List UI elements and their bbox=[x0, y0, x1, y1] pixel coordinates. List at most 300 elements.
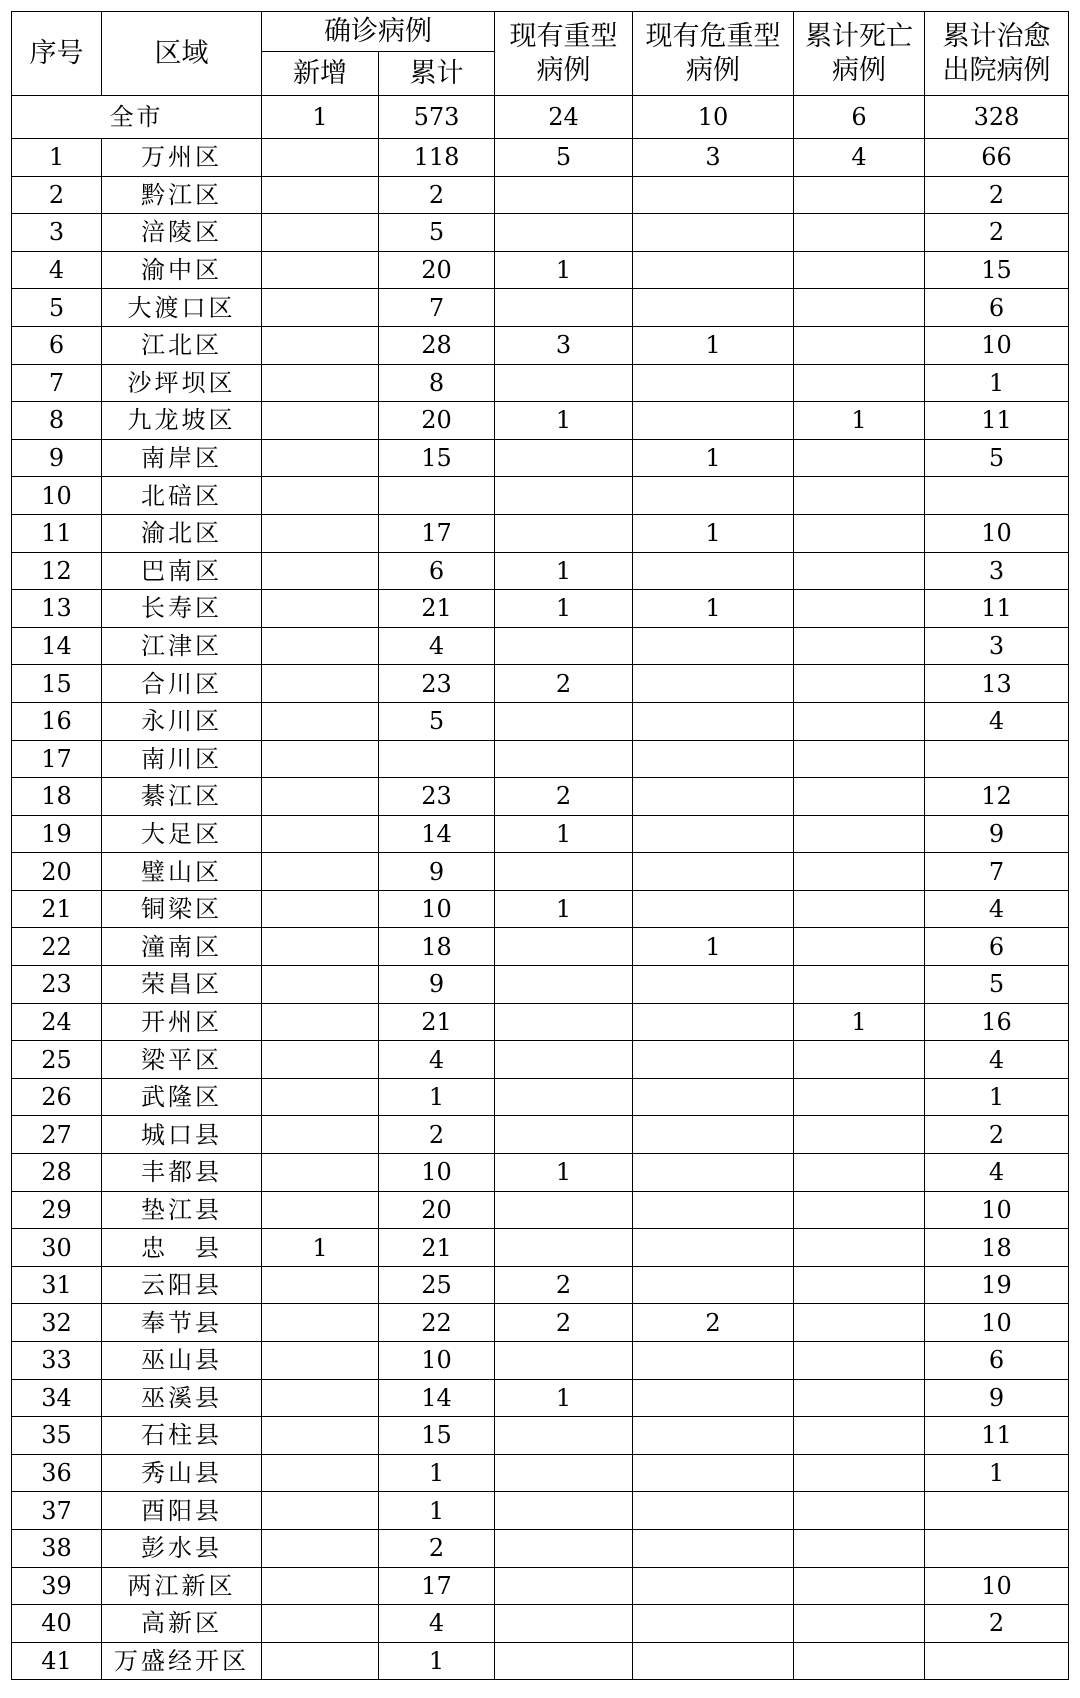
row-critical bbox=[633, 1605, 794, 1643]
row-cured bbox=[925, 1492, 1069, 1530]
row-cumulative: 2 bbox=[379, 1529, 495, 1567]
table-row bbox=[12, 1529, 1069, 1567]
row-cured: 1 bbox=[925, 364, 1069, 402]
row-number: 25 bbox=[12, 1041, 102, 1079]
row-severe: 1 bbox=[495, 1154, 633, 1192]
table-body bbox=[12, 96, 1069, 1680]
row-deaths bbox=[794, 627, 925, 665]
row-cured: 11 bbox=[925, 1417, 1069, 1455]
row-new bbox=[262, 1642, 379, 1680]
row-cumulative: 10 bbox=[379, 1342, 495, 1380]
row-cumulative: 8 bbox=[379, 364, 495, 402]
row-cured: 11 bbox=[925, 402, 1069, 440]
row-critical bbox=[633, 402, 794, 440]
row-critical bbox=[633, 176, 794, 214]
row-new bbox=[262, 627, 379, 665]
row-deaths bbox=[794, 890, 925, 928]
row-new bbox=[262, 214, 379, 252]
row-critical bbox=[633, 966, 794, 1004]
row-severe bbox=[495, 1342, 633, 1380]
row-cured: 2 bbox=[925, 214, 1069, 252]
row-cured: 4 bbox=[925, 1154, 1069, 1192]
row-number: 13 bbox=[12, 590, 102, 628]
row-new bbox=[262, 289, 379, 327]
row-cumulative bbox=[379, 477, 495, 515]
row-region: 云阳县 bbox=[102, 1266, 262, 1304]
row-cured bbox=[925, 1529, 1069, 1567]
row-region: 石柱县 bbox=[102, 1417, 262, 1455]
row-deaths: 4 bbox=[794, 139, 925, 177]
table-row bbox=[12, 1342, 1069, 1380]
row-deaths bbox=[794, 289, 925, 327]
row-deaths bbox=[794, 439, 925, 477]
header-cured bbox=[925, 12, 1069, 96]
row-severe: 2 bbox=[495, 1266, 633, 1304]
row-deaths bbox=[794, 1191, 925, 1229]
row-cumulative: 22 bbox=[379, 1304, 495, 1342]
row-cumulative: 1 bbox=[379, 1492, 495, 1530]
row-deaths bbox=[794, 1154, 925, 1192]
row-severe bbox=[495, 1229, 633, 1267]
row-new bbox=[262, 1529, 379, 1567]
row-new bbox=[262, 1191, 379, 1229]
row-region: 黔江区 bbox=[102, 176, 262, 214]
row-critical: 1 bbox=[633, 590, 794, 628]
row-deaths bbox=[794, 815, 925, 853]
row-severe: 1 bbox=[495, 1379, 633, 1417]
row-cured: 66 bbox=[925, 139, 1069, 177]
table-row bbox=[12, 590, 1069, 628]
row-region: 大渡口区 bbox=[102, 289, 262, 327]
table-row bbox=[12, 1417, 1069, 1455]
table-row bbox=[12, 1078, 1069, 1116]
row-new bbox=[262, 966, 379, 1004]
row-number: 12 bbox=[12, 552, 102, 590]
row-critical bbox=[633, 1154, 794, 1192]
row-region: 忠 县 bbox=[102, 1229, 262, 1267]
table-row bbox=[12, 552, 1069, 590]
row-deaths bbox=[794, 552, 925, 590]
row-region: 巫溪县 bbox=[102, 1379, 262, 1417]
row-cumulative: 2 bbox=[379, 1116, 495, 1154]
row-severe bbox=[495, 439, 633, 477]
row-cumulative: 6 bbox=[379, 552, 495, 590]
row-region: 潼南区 bbox=[102, 928, 262, 966]
row-new bbox=[262, 251, 379, 289]
row-critical bbox=[633, 627, 794, 665]
total-cured: 328 bbox=[925, 96, 1069, 139]
row-new bbox=[262, 477, 379, 515]
row-critical bbox=[633, 1229, 794, 1267]
row-number: 20 bbox=[12, 853, 102, 891]
row-critical bbox=[633, 289, 794, 327]
table-row bbox=[12, 1266, 1069, 1304]
row-severe bbox=[495, 627, 633, 665]
row-new bbox=[262, 139, 379, 177]
row-cumulative: 18 bbox=[379, 928, 495, 966]
row-cumulative: 20 bbox=[379, 251, 495, 289]
row-number: 41 bbox=[12, 1642, 102, 1680]
row-cured: 2 bbox=[925, 1605, 1069, 1643]
row-critical bbox=[633, 1041, 794, 1079]
row-cured bbox=[925, 1642, 1069, 1680]
row-number: 36 bbox=[12, 1454, 102, 1492]
header-severe-line1: 现有重型 bbox=[509, 20, 618, 52]
table-header bbox=[12, 12, 1069, 96]
row-severe bbox=[495, 1529, 633, 1567]
row-cumulative: 21 bbox=[379, 1229, 495, 1267]
row-new bbox=[262, 402, 379, 440]
table-row bbox=[12, 1567, 1069, 1605]
row-cured: 2 bbox=[925, 176, 1069, 214]
row-region: 綦江区 bbox=[102, 778, 262, 816]
row-cured: 1 bbox=[925, 1454, 1069, 1492]
row-number: 28 bbox=[12, 1154, 102, 1192]
row-region: 秀山县 bbox=[102, 1454, 262, 1492]
row-new bbox=[262, 778, 379, 816]
header-cumulative: 累计 bbox=[379, 52, 495, 96]
row-critical bbox=[633, 1191, 794, 1229]
row-severe bbox=[495, 289, 633, 327]
row-new bbox=[262, 928, 379, 966]
row-cumulative: 4 bbox=[379, 1041, 495, 1079]
row-new bbox=[262, 740, 379, 778]
row-cured: 9 bbox=[925, 1379, 1069, 1417]
row-deaths bbox=[794, 477, 925, 515]
row-region: 北碚区 bbox=[102, 477, 262, 515]
row-cumulative: 1 bbox=[379, 1454, 495, 1492]
row-number: 18 bbox=[12, 778, 102, 816]
row-cured: 6 bbox=[925, 289, 1069, 327]
row-critical bbox=[633, 890, 794, 928]
row-region: 万州区 bbox=[102, 139, 262, 177]
row-number: 23 bbox=[12, 966, 102, 1004]
row-deaths bbox=[794, 778, 925, 816]
row-deaths bbox=[794, 1078, 925, 1116]
row-new bbox=[262, 815, 379, 853]
header-new: 新增 bbox=[262, 52, 379, 96]
header-deaths-line2: 病例 bbox=[832, 54, 886, 86]
row-critical bbox=[633, 1116, 794, 1154]
row-deaths bbox=[794, 364, 925, 402]
row-deaths bbox=[794, 1041, 925, 1079]
table-row bbox=[12, 1642, 1069, 1680]
row-region: 垫江县 bbox=[102, 1191, 262, 1229]
total-critical: 10 bbox=[633, 96, 794, 139]
row-critical bbox=[633, 1417, 794, 1455]
table-row bbox=[12, 251, 1069, 289]
table-row bbox=[12, 1003, 1069, 1041]
row-cumulative: 10 bbox=[379, 890, 495, 928]
row-cumulative: 5 bbox=[379, 702, 495, 740]
row-cumulative: 21 bbox=[379, 590, 495, 628]
row-cured: 9 bbox=[925, 815, 1069, 853]
row-severe bbox=[495, 214, 633, 252]
row-deaths: 1 bbox=[794, 402, 925, 440]
row-severe bbox=[495, 1078, 633, 1116]
row-new bbox=[262, 1078, 379, 1116]
row-critical: 1 bbox=[633, 326, 794, 364]
table-row bbox=[12, 1154, 1069, 1192]
header-deaths-line1: 累计死亡 bbox=[805, 20, 913, 52]
total-severe: 24 bbox=[495, 96, 633, 139]
table-row bbox=[12, 1191, 1069, 1229]
row-cured: 3 bbox=[925, 552, 1069, 590]
row-region: 沙坪坝区 bbox=[102, 364, 262, 402]
table-row bbox=[12, 514, 1069, 552]
row-severe bbox=[495, 1417, 633, 1455]
header-deaths bbox=[794, 12, 925, 96]
row-number: 8 bbox=[12, 402, 102, 440]
row-deaths bbox=[794, 326, 925, 364]
row-region: 巫山县 bbox=[102, 1342, 262, 1380]
row-severe: 1 bbox=[495, 552, 633, 590]
row-critical bbox=[633, 815, 794, 853]
row-severe bbox=[495, 1041, 633, 1079]
row-critical bbox=[633, 364, 794, 402]
row-cured: 10 bbox=[925, 326, 1069, 364]
row-region: 渝中区 bbox=[102, 251, 262, 289]
row-severe bbox=[495, 853, 633, 891]
row-new bbox=[262, 702, 379, 740]
row-critical bbox=[633, 214, 794, 252]
table-row bbox=[12, 1605, 1069, 1643]
row-region: 彭水县 bbox=[102, 1529, 262, 1567]
table-row bbox=[12, 928, 1069, 966]
row-deaths bbox=[794, 1304, 925, 1342]
row-critical: 1 bbox=[633, 928, 794, 966]
table-row bbox=[12, 364, 1069, 402]
row-cured: 4 bbox=[925, 1041, 1069, 1079]
row-cured: 13 bbox=[925, 665, 1069, 703]
table-row bbox=[12, 1116, 1069, 1154]
row-severe: 2 bbox=[495, 778, 633, 816]
row-deaths bbox=[794, 590, 925, 628]
row-number: 17 bbox=[12, 740, 102, 778]
row-critical bbox=[633, 477, 794, 515]
row-deaths bbox=[794, 928, 925, 966]
row-new bbox=[262, 1605, 379, 1643]
table-row bbox=[12, 289, 1069, 327]
row-new bbox=[262, 1342, 379, 1380]
row-deaths bbox=[794, 1642, 925, 1680]
row-cumulative: 20 bbox=[379, 402, 495, 440]
row-cumulative: 2 bbox=[379, 176, 495, 214]
row-new bbox=[262, 1266, 379, 1304]
header-critical bbox=[633, 12, 794, 96]
row-severe bbox=[495, 966, 633, 1004]
row-deaths bbox=[794, 176, 925, 214]
row-critical bbox=[633, 1492, 794, 1530]
row-severe bbox=[495, 702, 633, 740]
row-severe bbox=[495, 477, 633, 515]
row-critical bbox=[633, 1529, 794, 1567]
row-severe: 1 bbox=[495, 251, 633, 289]
table-row bbox=[12, 176, 1069, 214]
row-cured: 12 bbox=[925, 778, 1069, 816]
row-cured bbox=[925, 477, 1069, 515]
table-row bbox=[12, 214, 1069, 252]
row-severe: 5 bbox=[495, 139, 633, 177]
row-new bbox=[262, 1041, 379, 1079]
row-deaths bbox=[794, 1567, 925, 1605]
row-critical bbox=[633, 1266, 794, 1304]
row-cumulative: 17 bbox=[379, 1567, 495, 1605]
header-cured-line2: 出院病例 bbox=[942, 54, 1051, 86]
row-region: 渝北区 bbox=[102, 514, 262, 552]
row-region: 南岸区 bbox=[102, 439, 262, 477]
row-new bbox=[262, 1379, 379, 1417]
row-severe: 1 bbox=[495, 402, 633, 440]
row-number: 6 bbox=[12, 326, 102, 364]
row-cumulative: 9 bbox=[379, 966, 495, 1004]
row-new bbox=[262, 890, 379, 928]
row-cured: 4 bbox=[925, 702, 1069, 740]
row-region: 璧山区 bbox=[102, 853, 262, 891]
row-region: 合川区 bbox=[102, 665, 262, 703]
row-cumulative: 25 bbox=[379, 1266, 495, 1304]
row-region: 南川区 bbox=[102, 740, 262, 778]
row-cured: 11 bbox=[925, 590, 1069, 628]
row-cumulative: 21 bbox=[379, 1003, 495, 1041]
row-number: 40 bbox=[12, 1605, 102, 1643]
total-cumulative: 573 bbox=[379, 96, 495, 139]
row-severe bbox=[495, 514, 633, 552]
row-number: 21 bbox=[12, 890, 102, 928]
row-cumulative: 23 bbox=[379, 778, 495, 816]
row-region: 城口县 bbox=[102, 1116, 262, 1154]
row-deaths bbox=[794, 514, 925, 552]
table-row bbox=[12, 1454, 1069, 1492]
row-cumulative: 4 bbox=[379, 627, 495, 665]
table-row bbox=[12, 966, 1069, 1004]
row-new bbox=[262, 1454, 379, 1492]
total-row bbox=[12, 96, 1069, 139]
row-region: 永川区 bbox=[102, 702, 262, 740]
row-number: 10 bbox=[12, 477, 102, 515]
row-new bbox=[262, 176, 379, 214]
table-row bbox=[12, 890, 1069, 928]
row-new: 1 bbox=[262, 1229, 379, 1267]
row-number: 11 bbox=[12, 514, 102, 552]
row-region: 梁平区 bbox=[102, 1041, 262, 1079]
row-cured: 18 bbox=[925, 1229, 1069, 1267]
row-number: 29 bbox=[12, 1191, 102, 1229]
header-critical-line2: 病例 bbox=[686, 54, 740, 86]
row-critical bbox=[633, 740, 794, 778]
row-number: 2 bbox=[12, 176, 102, 214]
row-cumulative: 7 bbox=[379, 289, 495, 327]
row-number: 31 bbox=[12, 1266, 102, 1304]
row-deaths bbox=[794, 966, 925, 1004]
row-number: 37 bbox=[12, 1492, 102, 1530]
row-critical bbox=[633, 1379, 794, 1417]
row-deaths bbox=[794, 1379, 925, 1417]
row-cured: 19 bbox=[925, 1266, 1069, 1304]
row-number: 32 bbox=[12, 1304, 102, 1342]
row-deaths bbox=[794, 1529, 925, 1567]
row-deaths bbox=[794, 665, 925, 703]
row-cumulative: 1 bbox=[379, 1642, 495, 1680]
row-cumulative: 5 bbox=[379, 214, 495, 252]
row-severe bbox=[495, 364, 633, 402]
row-region: 长寿区 bbox=[102, 590, 262, 628]
header-cured-line1: 累计治愈 bbox=[942, 20, 1051, 52]
row-cured: 10 bbox=[925, 514, 1069, 552]
row-cumulative bbox=[379, 740, 495, 778]
table-wrapper bbox=[11, 11, 1069, 1680]
row-number: 1 bbox=[12, 139, 102, 177]
row-new bbox=[262, 1492, 379, 1530]
row-critical bbox=[633, 665, 794, 703]
row-number: 9 bbox=[12, 439, 102, 477]
row-cured: 16 bbox=[925, 1003, 1069, 1041]
row-region: 高新区 bbox=[102, 1605, 262, 1643]
row-severe bbox=[495, 1605, 633, 1643]
row-number: 19 bbox=[12, 815, 102, 853]
row-severe bbox=[495, 1567, 633, 1605]
row-number: 3 bbox=[12, 214, 102, 252]
row-cured: 6 bbox=[925, 928, 1069, 966]
header-severe bbox=[495, 12, 633, 96]
table-row bbox=[12, 665, 1069, 703]
table-row bbox=[12, 1229, 1069, 1267]
row-cumulative: 23 bbox=[379, 665, 495, 703]
row-region: 荣昌区 bbox=[102, 966, 262, 1004]
row-cured: 10 bbox=[925, 1304, 1069, 1342]
row-critical bbox=[633, 1078, 794, 1116]
row-cured bbox=[925, 740, 1069, 778]
row-severe: 1 bbox=[495, 590, 633, 628]
row-critical: 2 bbox=[633, 1304, 794, 1342]
row-severe: 1 bbox=[495, 815, 633, 853]
row-cumulative: 1 bbox=[379, 1078, 495, 1116]
total-deaths: 6 bbox=[794, 96, 925, 139]
row-critical bbox=[633, 1003, 794, 1041]
statistics-table bbox=[11, 11, 1069, 1680]
row-new bbox=[262, 1567, 379, 1605]
row-new bbox=[262, 1116, 379, 1154]
row-region: 江北区 bbox=[102, 326, 262, 364]
row-region: 九龙坡区 bbox=[102, 402, 262, 440]
row-severe bbox=[495, 1116, 633, 1154]
row-cumulative: 14 bbox=[379, 815, 495, 853]
row-critical bbox=[633, 778, 794, 816]
total-new: 1 bbox=[262, 96, 379, 139]
row-number: 4 bbox=[12, 251, 102, 289]
row-critical bbox=[633, 1642, 794, 1680]
header-confirmed: 确诊病例 bbox=[262, 12, 495, 52]
row-cured: 1 bbox=[925, 1078, 1069, 1116]
row-deaths bbox=[794, 702, 925, 740]
row-cumulative: 118 bbox=[379, 139, 495, 177]
row-cured: 10 bbox=[925, 1567, 1069, 1605]
row-new bbox=[262, 1154, 379, 1192]
row-new bbox=[262, 1304, 379, 1342]
row-severe bbox=[495, 1454, 633, 1492]
row-new bbox=[262, 439, 379, 477]
row-cumulative: 20 bbox=[379, 1191, 495, 1229]
header-severe-line2: 病例 bbox=[536, 54, 591, 86]
row-number: 16 bbox=[12, 702, 102, 740]
row-region: 丰都县 bbox=[102, 1154, 262, 1192]
row-severe bbox=[495, 1003, 633, 1041]
row-severe: 1 bbox=[495, 890, 633, 928]
row-cured: 15 bbox=[925, 251, 1069, 289]
row-number: 33 bbox=[12, 1342, 102, 1380]
row-region: 涪陵区 bbox=[102, 214, 262, 252]
table-row bbox=[12, 1304, 1069, 1342]
